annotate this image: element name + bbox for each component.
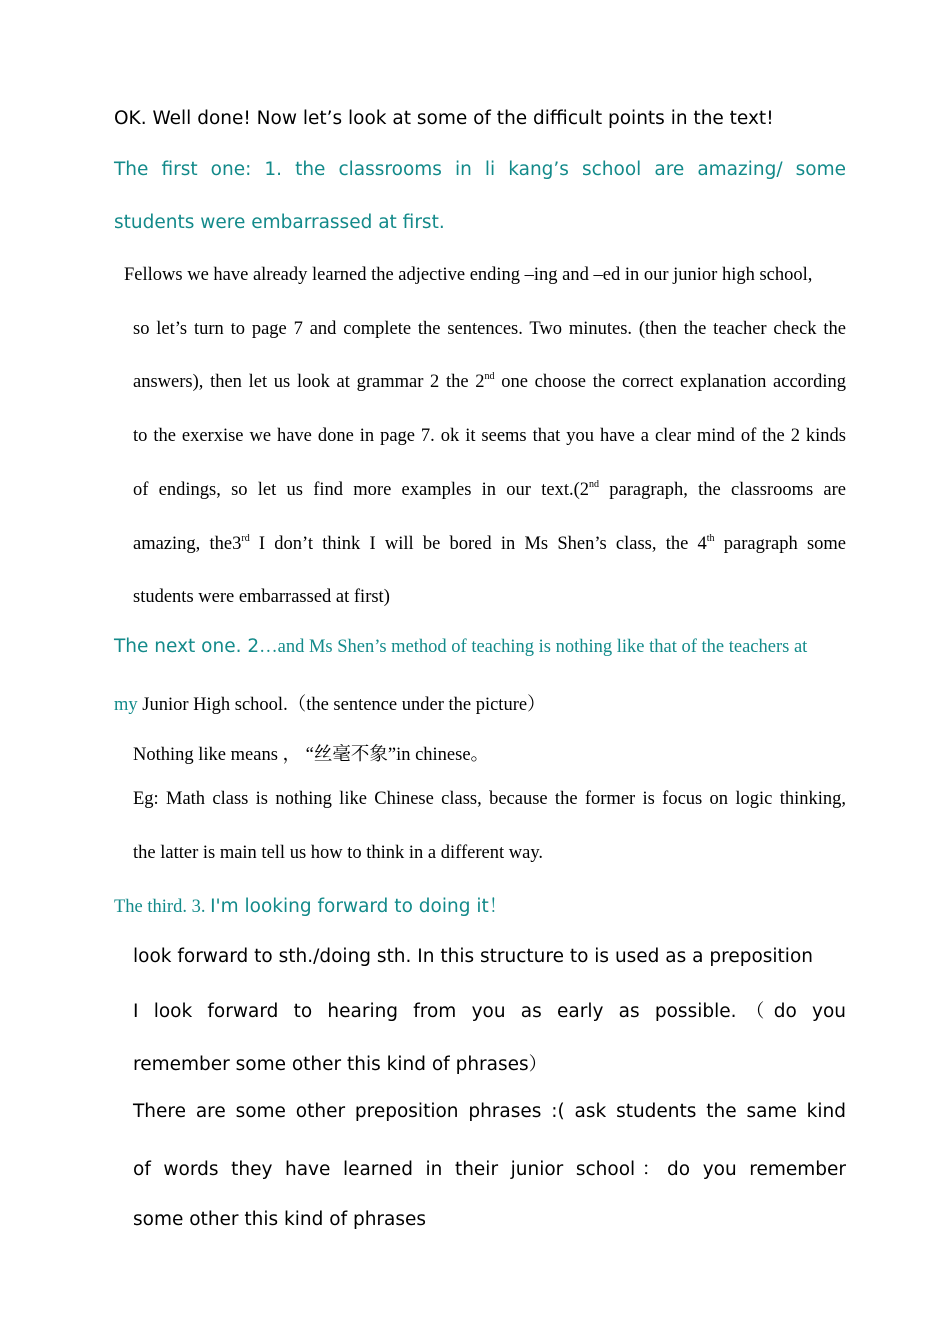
text: answers), then let us look at grammar 2 the 2 <box>133 372 485 392</box>
text: my <box>114 695 138 715</box>
intro-line: OK. Well done! Now let’s look at some of the difficult points in the text! <box>114 108 774 129</box>
third-point-line <box>114 892 846 918</box>
fellows-line-7: students were embarrassed at first) <box>133 587 390 607</box>
text: amazing, the3 <box>133 534 242 554</box>
superscript: nd <box>589 479 600 490</box>
text: of endings, so let us find more examples in our text.(2 <box>133 480 590 500</box>
text: paragraph some <box>714 534 847 554</box>
fellows-line-4: to the exerxise we have done in page 7. ok it seems that you have a clear mind of the 2 kinds <box>133 426 846 446</box>
next-point-line-1 <box>114 636 846 658</box>
superscript: nd <box>484 371 495 382</box>
fellows-line-3 <box>133 372 846 393</box>
fellows-line-5 <box>133 480 846 501</box>
example-sentence-line-1: I look forward to hearing from you as early as possible.（do you <box>133 1001 846 1022</box>
first-point-line-2: students were embarrassed at first. <box>114 212 445 233</box>
text: Junior High school.（the sentence under the picture） <box>137 695 546 715</box>
text: I don’t think I will be bored in Ms Shen’s class, the 4 <box>249 534 707 554</box>
look-forward-line: look forward to sth./doing sth. In this structure to is used as a preposition <box>133 946 813 967</box>
other-phrases-line-3: some other this kind of phrases <box>133 1209 427 1230</box>
text: The third. 3. <box>114 897 211 917</box>
other-phrases-line-2: of words they have learned in their junior school：do you remember <box>133 1159 846 1180</box>
other-phrases-line-1: There are some other preposition phrases :( ask students the same kind <box>133 1101 846 1122</box>
fellows-line-6 <box>133 534 846 555</box>
superscript: rd <box>241 533 250 544</box>
text: …and Ms Shen’s method of teaching is nothing like that of the teachers at <box>259 637 808 657</box>
example-sentence-line-2: remember some other this kind of phrases） <box>133 1054 548 1075</box>
superscript: th <box>706 533 715 544</box>
example-line-1: Eg: Math class is nothing like Chinese class, because the former is focus on logic thinking, <box>133 789 846 809</box>
fellows-line-1: Fellows we have already learned the adjective ending –ing and –ed in our junior high school, <box>124 265 813 285</box>
nothing-like-line: Nothing like means ， “丝毫不象”in chinese。 <box>133 745 490 765</box>
fellows-line-2: so let’s turn to page 7 and complete the sentences. Two minutes. (then the teacher check the <box>133 319 846 339</box>
example-line-2: the latter is main tell us how to think in a different way. <box>133 843 543 863</box>
first-point-line-1: The first one: 1. the classrooms in li kang’s school are amazing/ some <box>114 159 846 180</box>
text: one choose the correct explanation according <box>494 372 846 392</box>
text: The next one. 2 <box>114 636 260 657</box>
next-point-line-2 <box>114 690 846 716</box>
text: paragraph, the classrooms are <box>599 480 846 500</box>
text: I'm looking forward to doing it！ <box>210 896 508 917</box>
